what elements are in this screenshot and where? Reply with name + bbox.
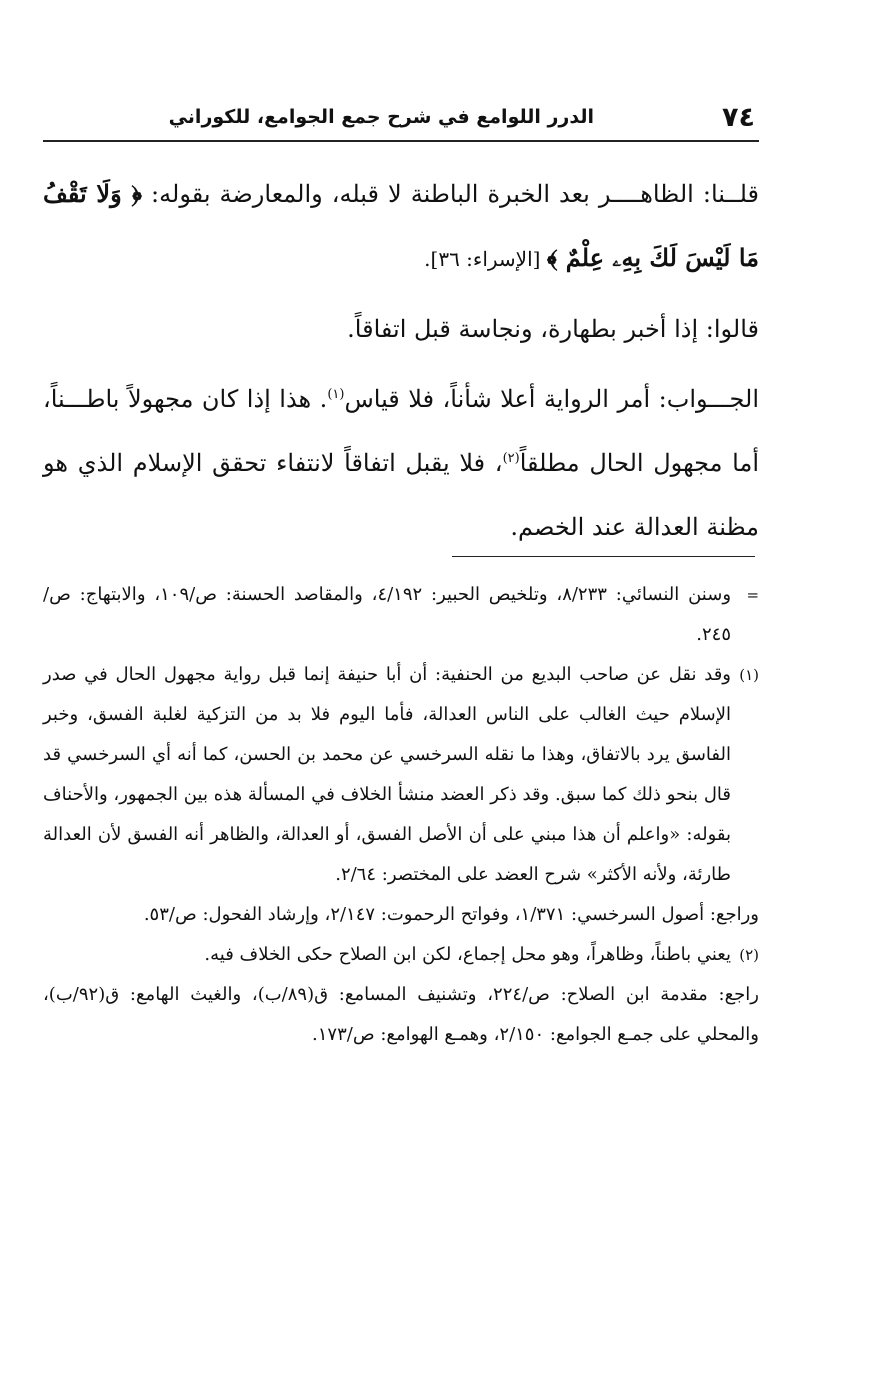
footnote-continuation — [43, 575, 759, 655]
paragraph-2: قالوا: إذا أخبر بطهارة، ونجاسة قبل اتفاقاً. — [347, 315, 759, 343]
paragraph-3-text-c: ، فلا يقبل اتفاقاً لانتفاء تحقق الإسلام الذي هو مظنة العدالة عند الخصم. — [43, 449, 759, 541]
footnotes — [43, 575, 759, 1055]
paragraph-3-text-a: الجـــواب: أمر الرواية أعلا شأناً، فلا قياس — [344, 385, 759, 413]
footnote-1-text: وقد نقل عن صاحب البديع من الحنفية: أن أبا حنيفة إنما قبل رواية مجهول الحال في صدر الإسلام حيث الغالب على الناس العدالة، فأما اليوم فلا بد من التزكية لغلبة الفسق، وخبر الفاسق يرد بالاتفاق، وهذا ما نقله السرخسي عن محمد بن الحسن، كما أنه أي السرخسي قد قال بنحو ذلك كما سبق. وقد ذكر العضد منشأ الخلاف في المسألة هذه بين الجمهور، والأحناف بقوله: «واعلم أن هذا مبني على أن الأصل الفسق، أو العدالة، والظاهر أنه الفسق لأن العدالة طارئة، ولأنه الأكثر» شرح العضد على المختصر: ٢/٦٤. — [43, 664, 731, 885]
paragraph-1 — [43, 162, 759, 291]
footnote-continuation-text: وسنن النسائي: ٨/٢٣٣، وتلخيص الحبير: ٤/١٩٢، والمقاصد الحسنة: ص/١٠٩، والابتهاج: ص/٢٤٥. — [43, 584, 732, 645]
paragraph-3-text-b: . هذا إذا كان مجهولاً باطـــناً، أما مجهول الحال مطلقاً — [43, 385, 759, 477]
main-text — [43, 162, 759, 559]
footnote-1 — [43, 655, 759, 895]
page-number: ٧٤ — [722, 102, 755, 133]
paragraph-1-text: قلــنا: الظاهــــر بعد الخبرة الباطنة لا قبله، والمعارضة بقوله: — [142, 180, 759, 208]
footnote-ref-1[interactable]: (١) — [327, 387, 345, 402]
running-title: الدرر اللوامع في شرح جمع الجوامع، للكوراني — [168, 106, 594, 128]
footnote-1-marker: (١) — [739, 666, 759, 684]
footnote-2-references: راجع: مقدمة ابن الصلاح: ص/٢٢٤، وتشنيف المسامع: ق(٨٩/ب)، والغيث الهامع: ق(٩٢/ب)، والمحلي على جمـع الجوامع: ٢/١٥٠، وهمـع الهوامع: ص/١٧٣. — [43, 984, 759, 1045]
quran-verse: ﴿ وَلَا تَقْفُ مَا لَيْسَ لَكَ بِهِۦ عِلْمٌ ﴾ — [43, 179, 759, 272]
footnote-2-text: يعني باطناً، وظاهراً، وهو محل إجماع، لكن ابن الصلاح حكى الخلاف فيه. — [204, 944, 731, 965]
footnote-2 — [43, 935, 759, 975]
footnote-2-marker: (٢) — [739, 946, 759, 964]
footnote-1-references: وراجع: أصول السرخسي: ١/٣٧١، وفواتح الرحموت: ٢/١٤٧، وإرشاد الفحول: ص/٥٣. — [143, 904, 759, 925]
continuation-marker: = — [746, 586, 760, 604]
footnote-ref-2[interactable]: (٢) — [502, 451, 520, 466]
paragraph-3 — [43, 367, 759, 559]
footnote-separator — [452, 556, 755, 557]
page-header — [43, 100, 759, 142]
verse-reference: [الإسراء: ٣٦]. — [424, 247, 547, 271]
